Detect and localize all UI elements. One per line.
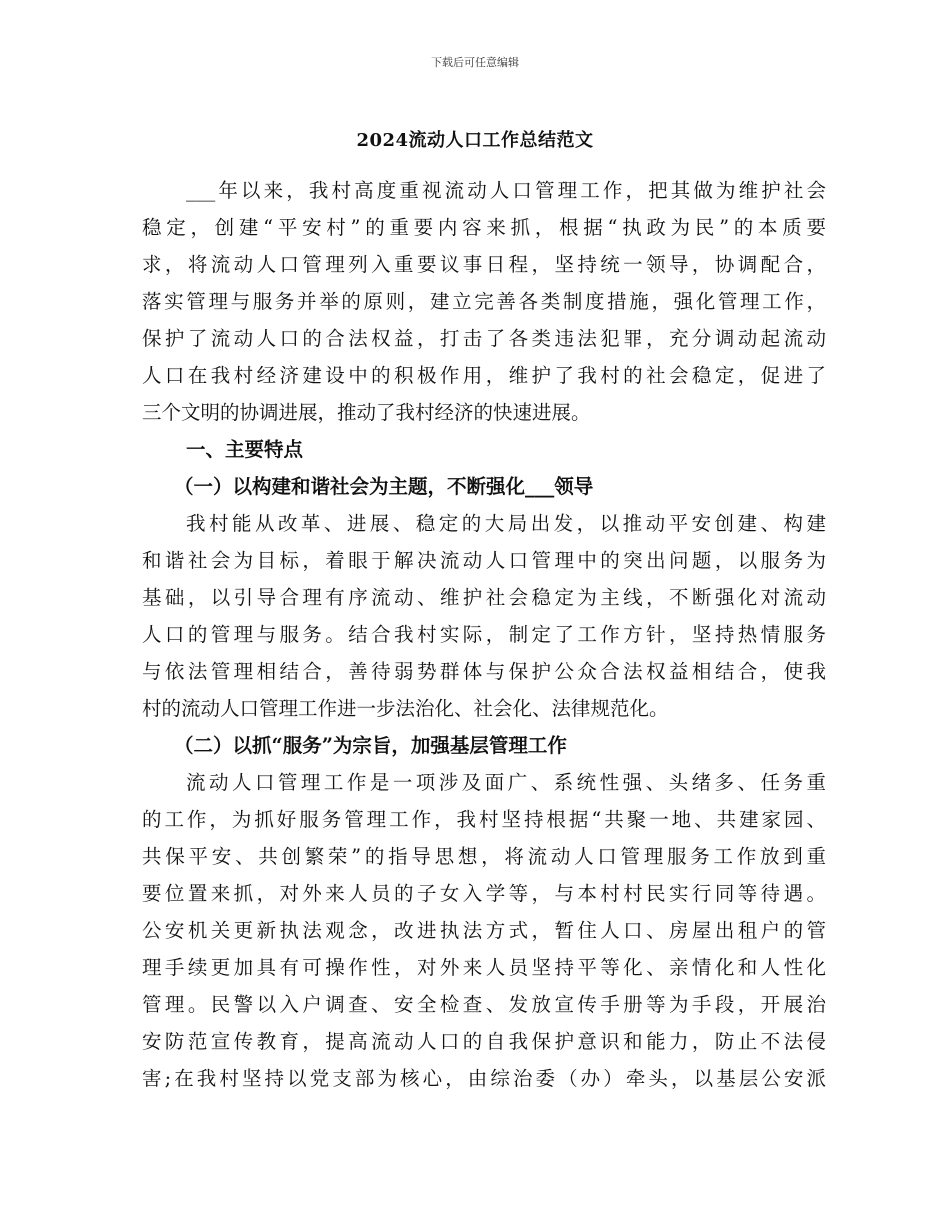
text-line: 求，将流动人口管理列入重要议事日程，坚持统一领导，协调配合， (142, 253, 826, 276)
paragraph-first-line: 流动人口管理工作是一项涉及面广、系统性强、头绪多、任务重 (186, 771, 826, 794)
text-line: 的工作，为抓好服务管理工作，我村坚持根据“共聚一地、共建家园、 (142, 808, 826, 831)
text-line: 稳定，创建“平安村”的重要内容来抓，根据“执政为民”的本质要 (142, 216, 826, 239)
text-line: 害;在我村坚持以党支部为核心，由综治委（办）牵头，以基层公安派 (142, 1067, 826, 1090)
subsection-heading: （二）以抓“服务”为宗旨，加强基层管理工作 (174, 734, 567, 757)
paragraph-last-line: 三个文明的协调进展，推动了我村经济的快速进展。 (142, 401, 591, 424)
paragraph-first-line: 我村能从改革、进展、稳定的大局出发，以推动平安创建、构建 (186, 512, 826, 535)
paragraph-last-line: 村的流动人口管理工作进一步法治化、社会化、法律规范化。 (142, 697, 669, 720)
text-line: 保护了流动人口的合法权益，打击了各类违法犯罪，充分调动起流动 (142, 327, 826, 350)
text-line: 落实管理与服务并举的原则，建立完善各类制度措施，强化管理工作， (142, 290, 826, 313)
text-line: 管理。民警以入户调查、安全检查、发放宣传手册等为手段，开展治 (142, 993, 826, 1016)
text-line: 人口的管理与服务。结合我村实际，制定了工作方针，坚持热情服务 (142, 623, 826, 646)
text-line: 共保平安、共创繁荣”的指导思想，将流动人口管理服务工作放到重 (142, 845, 826, 868)
text-line: 和谐社会为目标，着眼于解决流动人口管理中的突出问题，以服务为 (142, 549, 826, 572)
text-line: 公安机关更新执法观念，改进执法方式，暂住人口、房屋出租户的管 (142, 919, 826, 942)
text-line: 要位置来抓，对外来人员的子女入学等，与本村村民实行同等待遇。 (142, 882, 826, 905)
document-body (142, 172, 826, 1097)
subsection-heading: （一）以构建和谐社会为主题，不断强化___领导 (174, 475, 594, 498)
section-heading: 一、主要特点 (186, 438, 304, 461)
document-title: 2024流动人口工作总结范文 (356, 130, 594, 151)
header-note: 下载后可任意编辑 (431, 56, 519, 69)
text-line: 安防范宣传教育，提高流动人口的自我保护意识和能力，防止不法侵 (142, 1030, 826, 1053)
text-line: 基础，以引导合理有序流动、维护社会稳定为主线，不断强化对流动 (142, 586, 826, 609)
text-line: 人口在我村经济建设中的积极作用，维护了我村的社会稳定，促进了 (142, 364, 826, 387)
paragraph-first-line: ___年以来，我村高度重视流动人口管理工作，把其做为维护社会 (186, 179, 826, 202)
text-line: 与依法管理相结合，善待弱势群体与保护公众合法权益相结合，使我 (142, 660, 826, 683)
text-line: 理手续更加具有可操作性，对外来人员坚持平等化、亲情化和人性化 (142, 956, 826, 979)
